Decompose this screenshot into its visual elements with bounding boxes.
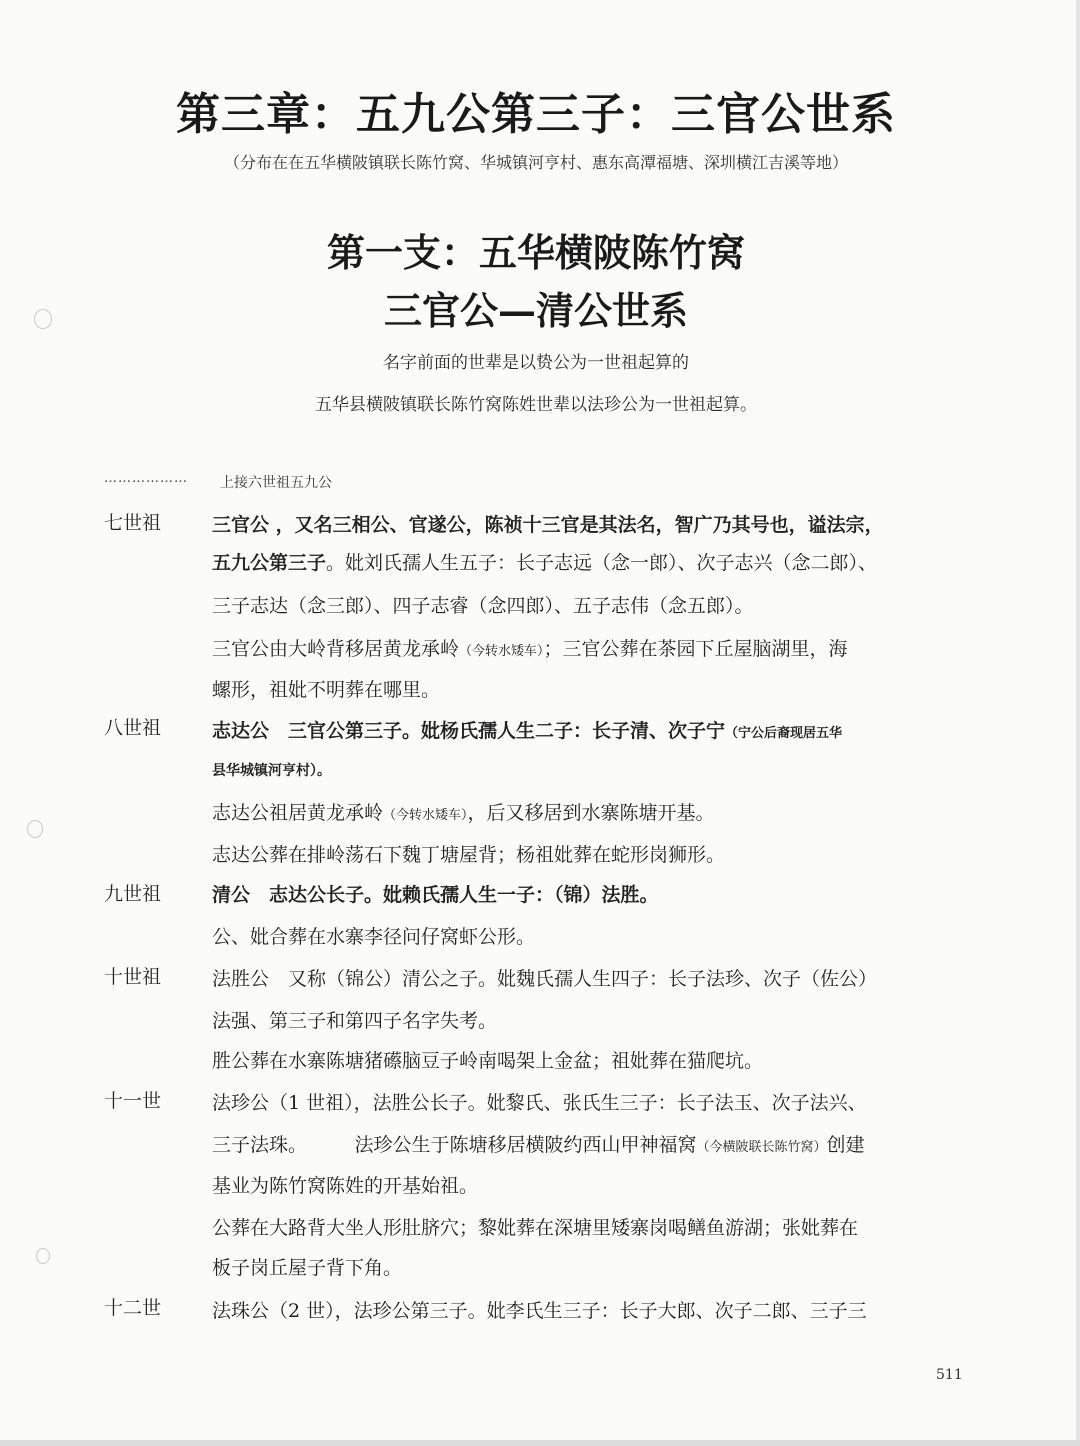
g11-line-2b: 创建 [826,1134,865,1156]
leader-dots: ……………… [104,471,188,486]
g11-line-5: 板子岗丘屋子背下角。 [212,1257,403,1279]
g7-line-4-note: （今转水矮车） [459,644,544,659]
page-number: 511 [936,1367,963,1383]
g9-line-2: 公、妣合葬在水寨李径问仔窝虾公形。 [212,926,536,948]
g7-line-5: 螺形，祖妣不明葬在哪里。 [212,679,441,701]
chapter-subtitle: （分布在在五华横陂镇联长陈竹窝、华城镇河亨村、惠东高潭福塘、深圳横江吉溪等地） [223,153,848,172]
g11-line-1: 法珍公（1 世祖），法胜公长子。妣黎氏、张氏生三子：长子法玉、次子法兴、 [212,1092,867,1114]
g8-line-3b: ，后又移居到水寨陈塘开基。 [467,802,715,824]
g9-line-1: 清公 志达公长子。妣赖氏孺人生一子：（锦）法胜。 [212,884,659,906]
page-edge-bottom [0,1440,1080,1446]
g7-line-4b: ；三官公葬在茶园下丘屋脑湖里，海 [543,638,848,660]
generation-label-8: 八世祖 [104,717,162,739]
g8-line-2: 县华城镇河亨村）。 [212,763,331,779]
generation-label-7: 七世祖 [104,512,162,534]
generation-label-12: 十二世 [104,1297,162,1319]
g12-line-1: 法珠公（2 世），法珍公第三子。妣李氏生三子：长子大郎、次子二郎、三子三 [212,1300,867,1322]
binder-hole [36,1248,50,1264]
g7-line-3: 三子志达（念三郎）、四子志睿（念四郎）、五子志伟（念五郎）。 [212,595,754,617]
g10-line-3: 胜公葬在水寨陈塘猪礤脑豆子岭南喝架上金盆；祖妣葬在猫爬坑。 [212,1050,764,1072]
g8-line-3a: 志达公祖居黄龙承岭 [212,802,384,824]
generation-note-1: 名字前面的世辈是以贽公为一世祖起算的 [383,353,689,373]
g8-line-1-main: 志达公 三官公第三子。妣杨氏孺人生二子：长子清、次子宁 [212,720,726,742]
g8-line-1 [212,716,842,743]
g7-line-2-rest: 。妣刘氏孺人生五子：长子志远（念一郎）、次子志兴（念二郎）、 [326,552,878,574]
g7-line-1: 三官公 ，又名三相公、官遂公，陈祯十三官是其法名，智广乃其号也，谥法宗， [212,514,884,536]
branch-title-line2: 三官公—清公世系 [383,288,688,333]
g11-line-2-note: （今横陂联长陈竹窝） [696,1140,827,1155]
g11-line-2 [212,1130,865,1157]
g7-line-2 [212,548,877,575]
g7-line-4a: 三官公由大岭背移居黄龙承岭 [212,638,460,660]
g8-line-4: 志达公葬在排岭荡石下魏丁塘屋背；杨祖妣葬在蛇形岗狮形。 [212,844,726,866]
binder-hole [27,820,43,838]
g8-line-1-note: （宁公后裔现居五华 [725,726,843,741]
g11-line-3: 基业为陈竹窝陈姓的开基始祖。 [212,1175,479,1197]
g10-line-2: 法强、第三子和第四子名字失考。 [212,1010,498,1032]
continuation-note: 上接六世祖五九公 [220,475,332,491]
generation-label-11: 十一世 [104,1090,162,1112]
g8-line-3-note: （今转水矮车） [383,808,468,823]
g8-line-3 [212,798,715,825]
g7-line-4 [212,634,848,661]
g11-line-2a: 三子法珠。 法珍公生于陈塘移居横陂约西山甲神福窝 [212,1134,697,1156]
g10-line-1: 法胜公 又称（锦公）清公之子。妣魏氏孺人生四子：长子法珍、次子（佐公） [212,968,878,990]
generation-note-2: 五华县横陂镇联长陈竹窝陈姓世辈以法珍公为一世祖起算。 [315,395,757,415]
page-edge-right [1076,0,1080,1446]
g11-line-4: 公葬在大路背大坐人形肚脐穴；黎妣葬在深塘里矮寨岗喝鳝鱼游湖；张妣葬在 [212,1217,859,1239]
generation-label-10: 十世祖 [104,966,162,988]
chapter-title: 第三章：五九公第三子：三官公世系 [176,89,896,140]
generation-label-9: 九世祖 [104,883,162,905]
g7-line-2-bold: 五九公第三子 [212,552,327,574]
branch-title-line1: 第一支：五华横陂陈竹窝 [326,230,745,275]
